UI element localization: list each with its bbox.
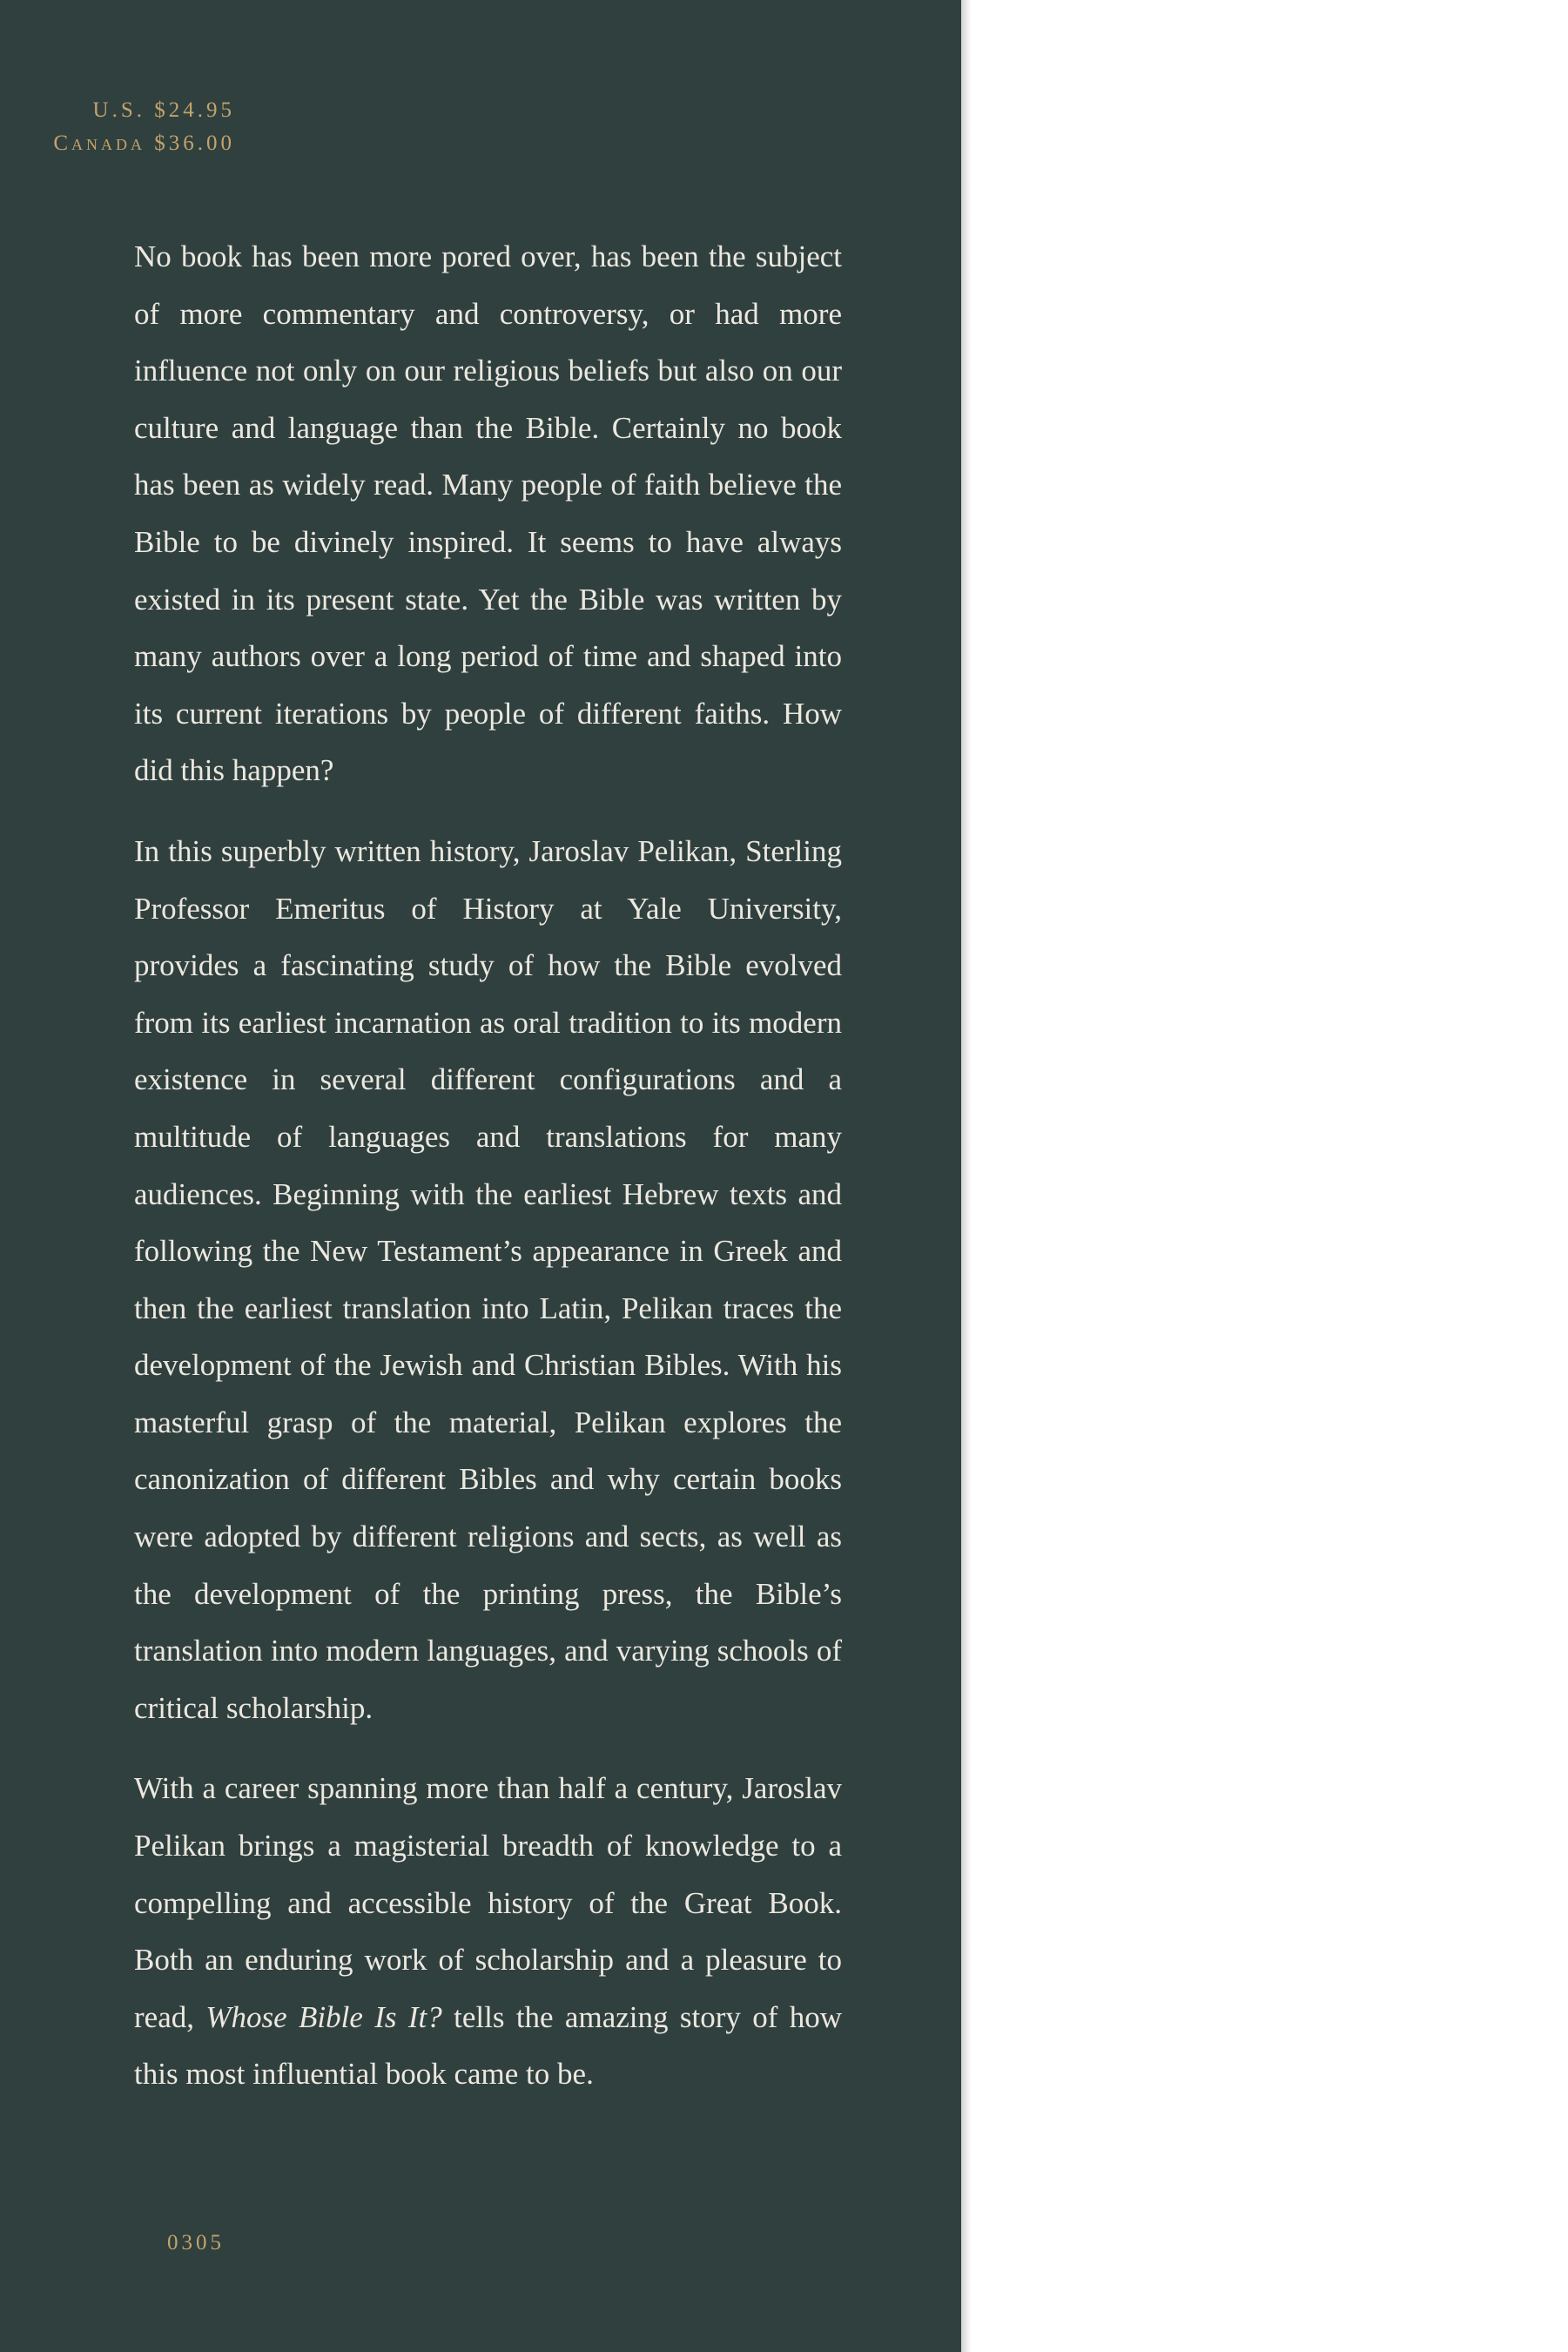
book-title: Whose Bible Is It? [205, 1999, 442, 2034]
flap-copy [134, 228, 842, 2126]
flap-edge-shadow [961, 0, 972, 2352]
blurb-paragraph-3-tail: tells the amazing story of how this most influential book came to be. [134, 1999, 843, 2092]
blurb-paragraph-1: No book has been more pored over, has been the subject of more commentary and controversy, or had more influence not only on our religious beliefs but also on our culture and language than the Bible. Certainly no book has been as widely read. Many people of faith believe the Bible to be divinely inspired. It seems to have always existed in its present state. Yet the Bible was written by many authors over a long period of time and shaped into its current iterations by people of different faiths. How did this happen? [134, 239, 842, 788]
blurb-paragraph-2: In this superbly written history, Jaroslav Pelikan, Sterling Professor Emeritus of History at Yale University, provides a fascinating study of how the Bible evolved from its earliest incarnation as oral tradition to its modern existence in several different configurations and a multitude of languages and translations for many audiences. Beginning with the earliest Hebrew texts and following the New Testament’s appearance in Greek and then the earliest translation into Latin, Pelikan traces the development of the Jewish and Christian Bibles. With his masterful grasp of the material, Pelikan explores the canonization of different Bibles and why certain books were adopted by different religions and sects, as well as the development of the printing press, the Bible’s translation into modern languages, and varying schools of critical scholarship. [134, 833, 842, 1725]
price-canada: Canada $36.00 [53, 131, 235, 155]
price-us: U.S. $24.95 [92, 98, 235, 122]
blurb-paragraph-3-lead: With a career spanning more than half a century, Jaroslav Pelikan brings a magisterial breadth of knowledge to a compelling and accessible history of the Great Book. Both an enduring work of scholarship and a pleasure to read, [134, 1771, 842, 2034]
catalog-code: 0305 [167, 2231, 225, 2254]
price-block [53, 94, 235, 160]
blurb-paragraph-3 [134, 1760, 842, 2103]
